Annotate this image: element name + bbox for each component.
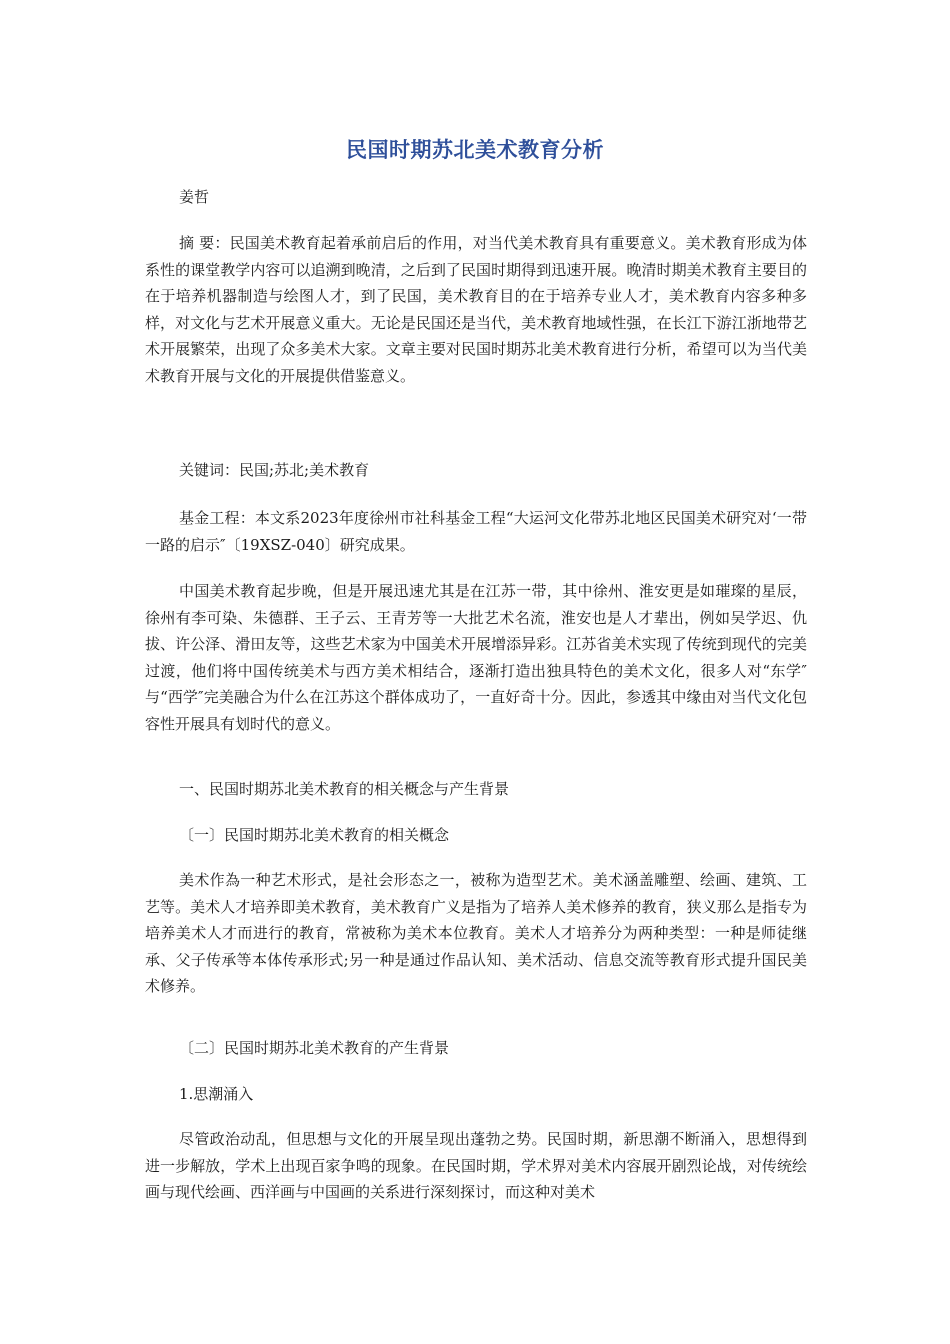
sub-subsection-heading: 1.思潮涌入 xyxy=(179,1085,254,1103)
section-heading-1: 一、民国时期苏北美术教育的相关概念与产生背景 xyxy=(179,780,510,798)
intro-paragraph: 中国美术教育起步晚，但是开展迅速尤其是在江苏一带，其中徐州、淮安更是如璀璨的星辰，徐州有李可染、朱德群、王子云、王青芳等一大批艺术名流，淮安也是人才辈出，例如吴学迟、仇拔、许公泽、滑田友等，这些艺术家为中国美术开展增添异彩。江苏省美术实现了传统到现代的完美过渡，他们将中国传统美术与西方美术相结合，逐渐打造出独具特色的美术文化，很多人对“东学″与“西学″完美融合为什么在江苏这个群体成功了，一直好奇十分。因此，参透其中缘由对当代文化包容性开展具有划时代的意义。 xyxy=(145,582,807,733)
document-title: 民国时期苏北美术教育分析 xyxy=(346,138,604,162)
fund-paragraph: 基金工程：本文系2023年度徐州市社科基金工程“大运河文化带苏北地区民国美术研究对‘一带一路的启示″〔19XSZ-040〕研究成果。 xyxy=(145,509,807,554)
sub-subsection-paragraph: 尽管政治动乱，但思想与文化的开展呈现出蓬勃之势。民国时期，新思潮不断涌入，思想得到进一步解放，学术上出现百家争鸣的现象。在民国时期，学术界对美术内容展开剧烈论战，对传统绘画与现代绘画、西洋画与中国画的关系进行深刻探讨，而这种对美术 xyxy=(145,1130,807,1201)
subsection-heading-2: 〔二〕民国时期苏北美术教育的产生背景 xyxy=(179,1039,450,1057)
keywords: 关键词：民国;苏北;美术教育 xyxy=(179,461,370,479)
subsection-heading-1: 〔一〕民国时期苏北美术教育的相关概念 xyxy=(179,826,450,844)
abstract-paragraph: 摘 要：民国美术教育起着承前启后的作用，对当代美术教育具有重要意义。美术教育形成为体系性的课堂教学内容可以追溯到晚清，之后到了民国时期得到迅速开展。晚清时期美术教育主要目的在于培养机器制造与绘图人才，到了民国，美术教育目的在于培养专业人才，美术教育内容多种多样，对文化与艺术开展意义重大。无论是民国还是当代，美术教育地域性强，在长江下游江浙地带艺术开展繁荣，出现了众多美术大家。文章主要对民国时期苏北美术教育进行分析，希望可以为当代美术教育开展与文化的开展提供借鉴意义。 xyxy=(145,234,807,385)
subsection-1-paragraph: 美术作為一种艺术形式，是社会形态之一，被称为造型艺术。美术涵盖雕塑、绘画、建筑、工艺等。美术人才培养即美术教育，美术教育广义是指为了培养人美术修养的教育，狭义那么是指专为培养美术人才而进行的教育，常被称为美术本位教育。美术人才培养分为两种类型：一种是师徒继承、父子传承等本体传承形式;另一种是通过作品认知、美术活动、信息交流等教育形式提升国民美术修养。 xyxy=(145,871,807,995)
author: 姜哲 xyxy=(179,188,210,206)
